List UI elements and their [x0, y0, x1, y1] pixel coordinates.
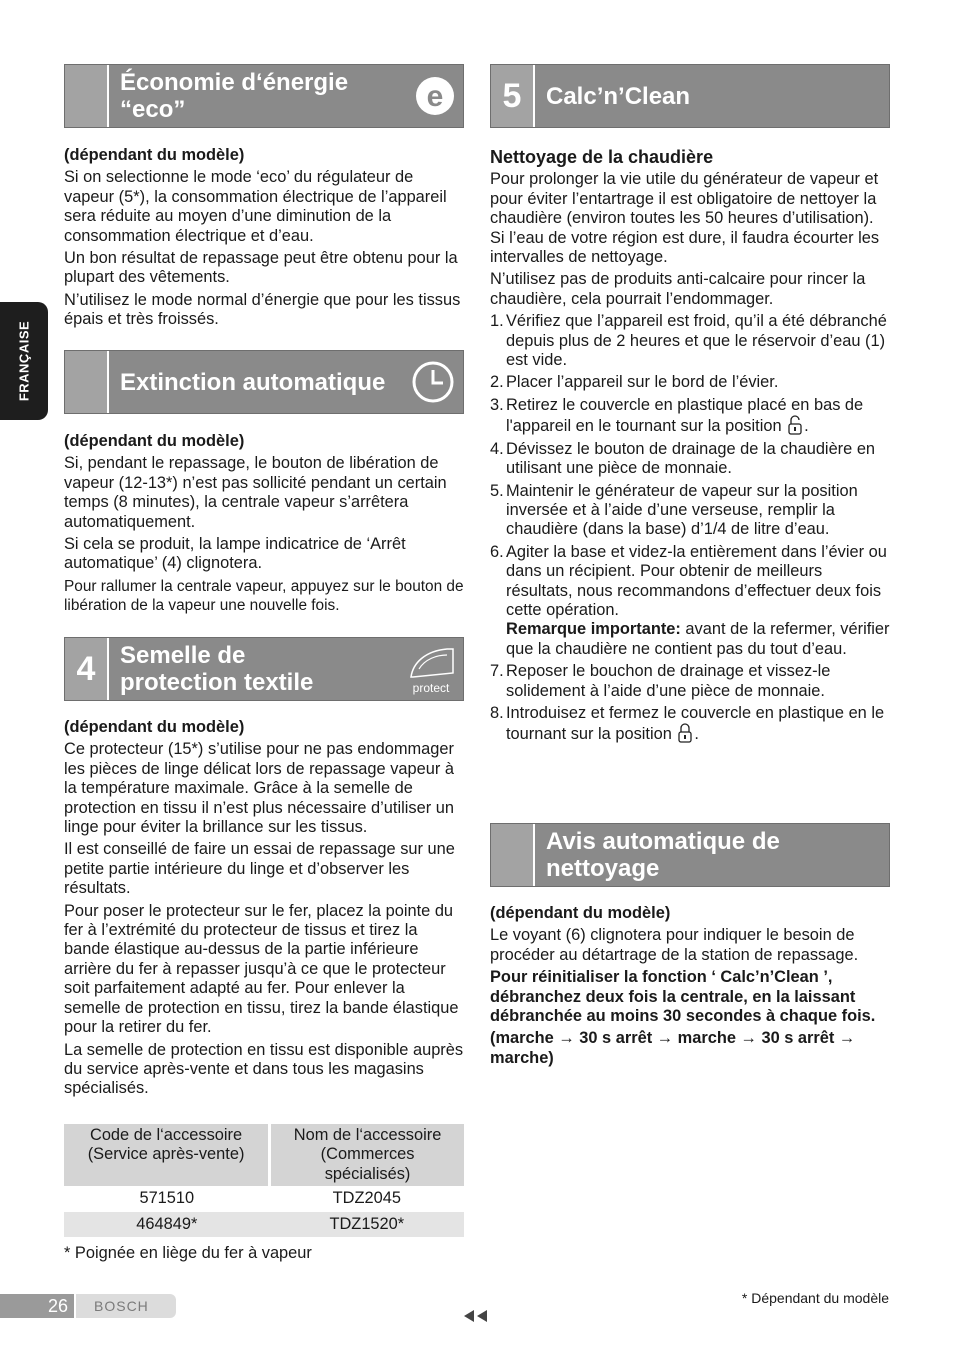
notice-header-marker: [491, 824, 535, 886]
table-cell: TDZ2045: [332, 1189, 401, 1208]
lock-icon: [678, 723, 692, 743]
notice-subtitle: (dépendant du modèle): [490, 904, 671, 922]
auto-off-small-paragraph: Pour rallumer la centrale vapeur, appuyez sur le bouton de libération de la vapeur une nouvelle fois.: [64, 577, 464, 614]
step-item: 6. Agiter la base et videz-la entièrement dans l’évier ou dans un récipient. Pour obtenir de meilleurs résultats, nous recommandons d’effectuer deux fois cette opération. Remarque importante: avant de la refermer, vérifier que la chaudière ne contient pas du tout d’eau.: [490, 542, 890, 658]
table-row: [64, 1212, 464, 1237]
protect-paragraph: Pour poser le protecteur sur le fer, placez la pointe du fer à l’extrémité du protecteur de tissus et tirez la bande élastique au-dessus de la partie inférieure arrière du fer à repasser jusqu’à ce que le protecteur soit parfaitement adapté au fer. Pour enlever la semelle de protection en tissu, tirez la bande élastique pour la retirer du fer.: [64, 901, 459, 1037]
language-label: FRANÇAISE: [16, 320, 32, 402]
protect-title: Semelle de protection textile: [120, 642, 314, 696]
protect-paragraph: Il est conseillé de faire un essai de repassage sur une petite partie intérieure du linge et d’observer les résultats.: [64, 840, 455, 898]
protect-header: [64, 637, 464, 701]
step-item: 5. Maintenir le générateur de vapeur sur la position inversée et à l’aide d’une verseuse, remplir la chaudière (dans la base) d’1/4 de litre d’eau.: [490, 481, 858, 539]
protect-paragraph: La semelle de protection en tissu est disponible auprès du service après-vente et dans tous les magasins spécialisés.: [64, 1040, 464, 1098]
calc-title: Calc’n’Clean: [546, 82, 691, 110]
table-header-row: [64, 1124, 464, 1186]
eco-paragraph: Un bon résultat de repassage peut être obtenu pour la plupart des vêtements.: [64, 249, 458, 287]
clock-icon: [411, 360, 455, 404]
accessory-table: [64, 1124, 464, 1237]
protect-body: [64, 718, 464, 1102]
notice-bold-paragraph: Pour réinitialiser la fonction ‘ Calc’n’Clean ’, débranchez deux fois la centrale, en la laissant débranchée au moins 30 secondes à chaque fois.: [490, 968, 876, 1026]
table-footnote: * Poignée en liège du fer à vapeur: [64, 1244, 312, 1262]
eco-icon: [415, 76, 455, 116]
notice-title: Avis automatique de nettoyage: [546, 828, 780, 882]
calc-paragraph: Pour prolonger la vie utile du générateur de vapeur et pour éviter l’entartrage il est obligatoire de nettoyer la chaudière (environ toutes les 50 heures d’utilisation). Si l’eau de votre région est dure, il faudra écourter les intervalles de nettoyage.: [490, 170, 880, 267]
auto-off-subtitle: (dépendant du modèle): [64, 432, 245, 450]
unlock-icon: [788, 415, 802, 435]
brand-label: BOSCH: [76, 1294, 176, 1318]
language-tab: [0, 302, 48, 420]
protect-number: 4: [65, 638, 109, 700]
calc-subheading: Nettoyage de la chaudière: [490, 147, 714, 167]
eco-subtitle: (dépendant du modèle): [64, 146, 245, 164]
table-header: Code de l‘accessoire (Service après-vente): [64, 1124, 270, 1186]
notice-paragraph: Le voyant (6) clignotera pour indiquer le besoin de procéder au détartrage de la station de repassage.: [490, 926, 859, 964]
table-cell: 464849*: [64, 1212, 270, 1237]
calc-body: [490, 148, 890, 748]
svg-text:e: e: [426, 80, 444, 113]
eco-paragraph: N’utilisez le mode normal d’énergie que pour les tissus épais et très froissés.: [64, 290, 461, 329]
step-item: 2. Placer l’appareil sur le bord de l’évier.: [490, 373, 779, 392]
auto-off-paragraph: Si, pendant le repassage, le bouton de libération de vapeur (12-13*) n’est pas sollicité pendant un certain temps (8 minutes), la centrale vapeur s’arrêtera automatiquement.: [64, 454, 447, 531]
table-cell: TDZ1520*: [270, 1212, 464, 1237]
step-item: 4. Dévissez le bouton de drainage de la chaudière en utilisant une pièce de monnaie.: [490, 439, 876, 478]
protect-icon-label: protect: [412, 681, 450, 695]
step-item: 8. Introduisez et fermez le couvercle en plastique en le tournant sur la position .: [490, 703, 885, 744]
notice-sequence: (marche → 30 s arrêt → marche → 30 s arrêt → marche): [490, 1029, 856, 1067]
table-cell: 571510: [139, 1189, 195, 1208]
page-number: 26: [0, 1294, 74, 1318]
calc-steps: [490, 312, 890, 745]
calc-number: 5: [491, 65, 535, 127]
calc-paragraph: N’utilisez pas de produits anti-calcaire pour rincer la chaudière, cela pourrait l’endommager.: [490, 270, 866, 308]
back-arrows-icon[interactable]: [462, 1308, 490, 1324]
auto-off-header: [64, 350, 464, 414]
auto-off-title: Extinction automatique: [120, 368, 386, 396]
step-item: 1. Vérifiez que l’appareil est froid, qu’il a été débranché depuis plus de 2 heures et que le réservoir d’eau (1) est vide.: [490, 312, 887, 370]
step-item: 3. Retirez le couvercle en plastique placé en bas de l'appareil en le tournant sur la position .: [490, 395, 864, 436]
protect-subtitle: (dépendant du modèle): [64, 718, 245, 736]
protect-paragraph: Ce protecteur (15*) s’utilise pour ne pas endommager les pièces de linge délicat lors de repassage vapeur à la température maximale. Grâce à la semelle de protection en tissu il n’est plus nécessaire d’utiliser un linge pour éviter la brillance sur les tissus.: [64, 740, 454, 837]
auto-off-header-marker: [65, 351, 109, 413]
auto-off-paragraph: Si cela se produit, la lampe indicatrice de ‘Arrêt automatique’ (4) clignotera.: [64, 535, 406, 573]
eco-title: Économie d‘énergie “eco”: [120, 69, 349, 123]
calc-header: [490, 64, 890, 128]
footer-note: * Dépendant du modèle: [741, 1290, 889, 1306]
step-item: 7. Reposer le bouchon de drainage et vissez-le solidement à l’aide d’une pièce de monnaie.: [490, 662, 831, 700]
auto-off-body: [64, 432, 464, 618]
eco-paragraph: Si on selectionne le mode ‘eco’ du régulateur de vapeur (5*), la consommation électrique de l’appareil sera réduite au moyen d’une diminution de la consommation électrique et d’eau.: [64, 168, 447, 245]
table-row: [64, 1186, 464, 1211]
eco-header-marker: [65, 65, 109, 127]
eco-body: [64, 146, 464, 333]
notice-header: [490, 823, 890, 887]
notice-body: [490, 904, 890, 1071]
iron-protect-icon: [403, 643, 459, 695]
eco-header: [64, 64, 464, 128]
table-header: Nom de l‘accessoire (Commerces spécialisés): [270, 1124, 464, 1186]
